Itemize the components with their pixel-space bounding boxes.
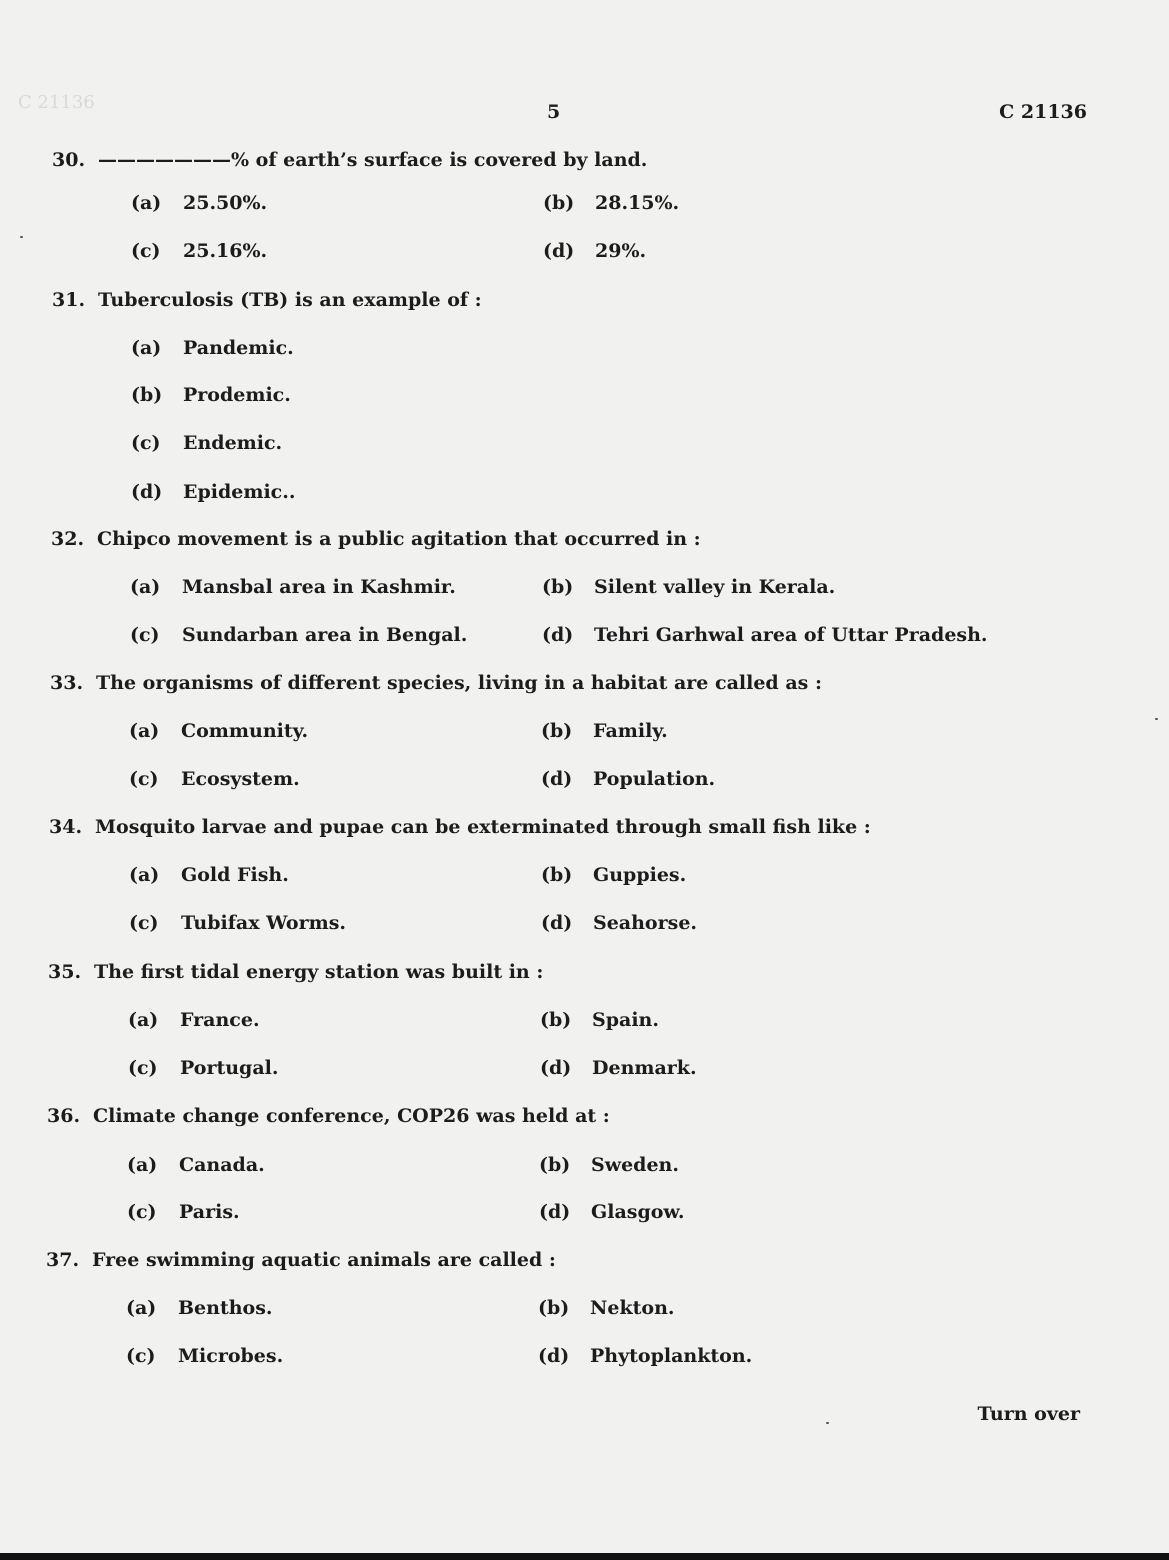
bleed-through-header: C 21136 — [18, 92, 95, 113]
option-30a: (a) 25.50%. — [131, 192, 268, 214]
option-36b: (b) Sweden. — [539, 1154, 679, 1176]
scan-speck — [20, 236, 23, 238]
option-33c: (c) Ecosystem. — [129, 768, 300, 790]
option-33b: (b) Family. — [541, 720, 668, 742]
paper-code: C 21136 — [999, 101, 1087, 123]
option-33d: (d) Population. — [541, 768, 716, 790]
option-31c: (c) Endemic. — [131, 432, 283, 454]
scan-speck — [826, 1422, 829, 1424]
option-37a: (a) Benthos. — [126, 1297, 273, 1319]
option-33a: (a) Community. — [129, 720, 309, 742]
option-35a: (a) France. — [128, 1009, 260, 1031]
option-34d: (d) Seahorse. — [541, 912, 698, 934]
question-37: 37. Free swimming aquatic animals are called : — [46, 1249, 556, 1271]
option-32c: (c) Sundarban area in Bengal. — [130, 624, 468, 646]
option-30b: (b) 28.15%. — [543, 192, 680, 214]
scan-speck — [1155, 718, 1158, 720]
option-37c: (c) Microbes. — [126, 1345, 284, 1367]
question-30: 30. ———————% of earth’s surface is covered by land. — [52, 149, 648, 171]
page-number: 5 — [547, 101, 561, 123]
option-31a: (a) Pandemic. — [131, 337, 294, 359]
question-34: 34. Mosquito larvae and pupae can be exterminated through small fish like : — [49, 816, 871, 838]
option-35b: (b) Spain. — [540, 1009, 659, 1031]
option-30d: (d) 29%. — [543, 240, 647, 262]
turn-over-note: Turn over — [977, 1403, 1080, 1425]
option-37b: (b) Nekton. — [538, 1297, 675, 1319]
scan-bottom-edge — [0, 1553, 1169, 1560]
option-36a: (a) Canada. — [127, 1154, 265, 1176]
option-36d: (d) Glasgow. — [539, 1201, 685, 1223]
option-37d: (d) Phytoplankton. — [538, 1345, 753, 1367]
question-31: 31. Tuberculosis (TB) is an example of : — [52, 289, 482, 311]
question-36: 36. Climate change conference, COP26 was held at : — [47, 1105, 610, 1127]
option-34b: (b) Guppies. — [541, 864, 687, 886]
option-30c: (c) 25.16%. — [131, 240, 268, 262]
option-32a: (a) Mansbal area in Kashmir. — [130, 576, 456, 598]
option-32d: (d) Tehri Garhwal area of Uttar Pradesh. — [542, 624, 988, 646]
question-35: 35. The first tidal energy station was built in : — [48, 961, 544, 983]
option-36c: (c) Paris. — [127, 1201, 240, 1223]
option-35c: (c) Portugal. — [128, 1057, 279, 1079]
option-35d: (d) Denmark. — [540, 1057, 697, 1079]
option-34a: (a) Gold Fish. — [129, 864, 289, 886]
option-34c: (c) Tubifax Worms. — [129, 912, 347, 934]
option-32b: (b) Silent valley in Kerala. — [542, 576, 836, 598]
option-31d: (d) Epidemic.. — [131, 481, 296, 503]
question-32: 32. Chipco movement is a public agitation that occurred in : — [51, 528, 701, 550]
option-31b: (b) Prodemic. — [131, 384, 291, 406]
question-33: 33. The organisms of different species, living in a habitat are called as : — [50, 672, 822, 694]
